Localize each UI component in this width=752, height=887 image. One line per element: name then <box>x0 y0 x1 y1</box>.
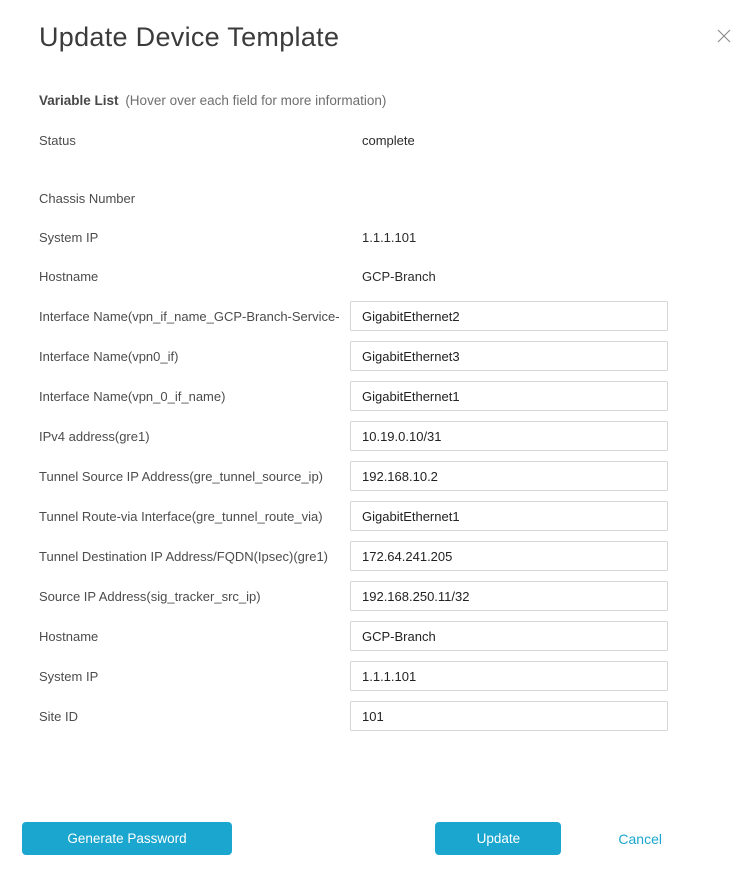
field-label: Tunnel Destination IP Address/FQDN(Ipsec)(gre1) <box>39 548 329 564</box>
input-tunnel-route-via[interactable] <box>350 501 668 531</box>
input-tunnel-source-ip[interactable] <box>350 461 668 491</box>
form-row-interface-name-service <box>39 301 752 331</box>
variable-list-header <box>39 93 752 108</box>
input-interface-name-service[interactable] <box>350 301 668 331</box>
field-label: System IP <box>39 229 99 245</box>
variable-form <box>39 130 752 731</box>
variable-list-title: Variable List <box>39 93 119 108</box>
field-label: Site ID <box>39 708 79 724</box>
input-interface-name-vpn-0-if-name[interactable] <box>350 381 668 411</box>
generate-password-button[interactable]: Generate Password <box>22 822 232 855</box>
input-ipv4-address-gre1[interactable] <box>350 421 668 451</box>
field-label: Interface Name(vpn0_if) <box>39 348 179 364</box>
form-row-site-id <box>39 701 752 731</box>
input-tunnel-destination-ip[interactable] <box>350 541 668 571</box>
field-value-status: complete <box>362 132 415 148</box>
update-device-template-modal <box>0 22 752 887</box>
form-row-interface-name-vpn-0-if-name <box>39 381 752 411</box>
form-row-ipv4-address-gre1 <box>39 421 752 451</box>
form-row-tunnel-source-ip <box>39 461 752 491</box>
field-value-system-ip: 1.1.1.101 <box>362 229 417 245</box>
form-row-system-ip-static <box>39 227 752 247</box>
field-label: IPv4 address(gre1) <box>39 428 150 444</box>
field-label: Hostname <box>39 628 99 644</box>
close-icon <box>717 31 731 46</box>
field-label: Interface Name(vpn_if_name_GCP-Branch-Service- <box>39 308 340 324</box>
input-system-ip[interactable] <box>350 661 668 691</box>
field-label: Status <box>39 132 76 148</box>
form-row-source-ip-tracker <box>39 581 752 611</box>
input-interface-name-vpn0-if[interactable] <box>350 341 668 371</box>
form-row-interface-name-vpn0-if <box>39 341 752 371</box>
field-label: Hostname <box>39 268 99 284</box>
footer-actions <box>435 822 662 855</box>
form-row-system-ip <box>39 661 752 691</box>
close-button[interactable] <box>716 28 732 44</box>
field-value-hostname: GCP-Branch <box>362 268 436 284</box>
form-row-hostname <box>39 621 752 651</box>
variable-list-hint: (Hover over each field for more information) <box>125 93 387 108</box>
field-label: Chassis Number <box>39 190 136 206</box>
cancel-link[interactable]: Cancel <box>618 830 662 847</box>
field-label: Interface Name(vpn_0_if_name) <box>39 388 226 404</box>
field-label: System IP <box>39 668 99 684</box>
field-label: Tunnel Source IP Address(gre_tunnel_source_ip) <box>39 468 324 484</box>
modal-footer <box>0 822 752 855</box>
field-label: Tunnel Route-via Interface(gre_tunnel_route_via) <box>39 508 323 524</box>
form-row-hostname-static <box>39 266 752 286</box>
form-row-status <box>39 130 752 150</box>
input-site-id[interactable] <box>350 701 668 731</box>
form-row-chassis-number <box>39 188 752 208</box>
page-title: Update Device Template <box>39 22 340 52</box>
field-label: Source IP Address(sig_tracker_src_ip) <box>39 588 261 604</box>
input-hostname[interactable] <box>350 621 668 651</box>
form-row-tunnel-route-via <box>39 501 752 531</box>
update-button[interactable]: Update <box>435 822 561 855</box>
input-source-ip-tracker[interactable] <box>350 581 668 611</box>
form-row-tunnel-destination-ip <box>39 541 752 571</box>
